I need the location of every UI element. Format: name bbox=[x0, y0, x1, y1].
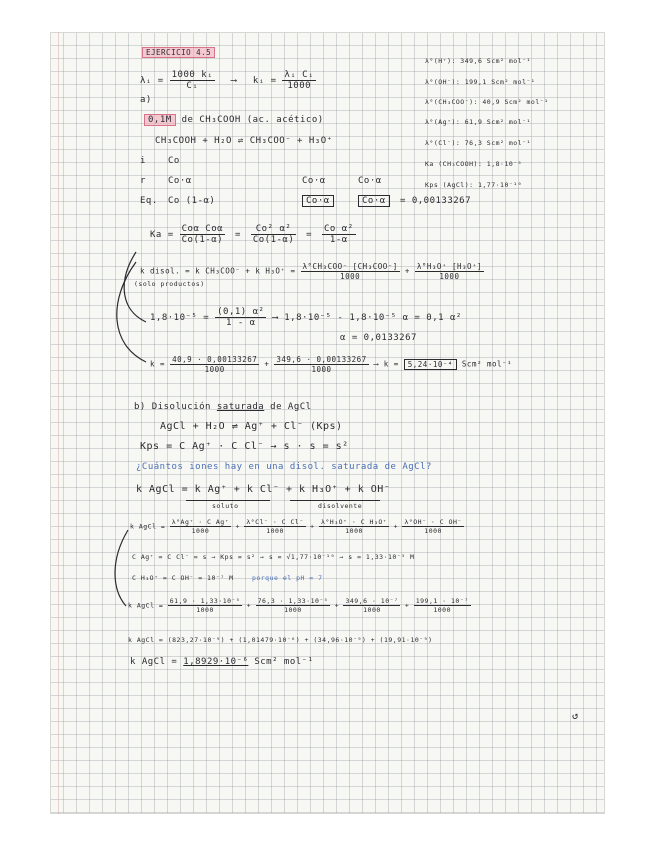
k-disol-fraction-2: $\frac{\text{λ°H₃O⁺ [H₃O⁺]}}{1000}$ bbox=[416, 262, 483, 281]
constant-lambda-oh: λ°(OH⁻): 199,1 Scm² mol⁻¹ bbox=[425, 78, 536, 86]
ice-row-equilibrium-hydronium: Co·α bbox=[358, 196, 390, 206]
ice-row-reacted-acetate: Co·α bbox=[302, 176, 326, 186]
constant-lambda-ag: λ°(Ag⁺): 61,9 Scm² mol⁻¹ bbox=[425, 118, 531, 126]
ka-fraction-1: $\frac{\text{Coα Coα}}{Co(1-\alpha)}$ bbox=[181, 224, 224, 245]
k-disol-expression: k disol. = k CH₃COO⁻ + k H₃O⁺ = $\frac{\text{λ°CH₃COO⁻ [CH₃COO⁻]}}{1000}$ + $\frac{\text{λ°H₃O⁺ [H₃O⁺]}}{1000}$ bbox=[140, 262, 483, 281]
arrow-part-b bbox=[115, 530, 128, 606]
alpha-result: α = 0,0133267 bbox=[340, 333, 417, 343]
arrow-part-a-lower bbox=[117, 262, 146, 362]
exercise-label: EJERCICIO 4.5 bbox=[142, 47, 215, 58]
k-final-value: 5,24·10⁻⁴ bbox=[404, 359, 457, 370]
concentration-line: C Ag⁺ = C Cl⁻ = s → Kps = s² → s = √1,77·10⁻¹⁰ → s = 1,33·10⁻⁵ M bbox=[132, 553, 415, 561]
k-disol-fraction-1: $\frac{\text{λ°CH₃COO⁻ [CH₃COO⁻]}}{1000}$ bbox=[302, 262, 398, 281]
sum-line: k AgCl = (823,27·10⁻⁹) + (1,01479·10⁻⁶) + (34,96·10⁻⁹) + (19,91·10⁻⁹) bbox=[128, 636, 433, 644]
k-disol-lhs: k disol. = k CH₃COO⁻ + k H₃O⁺ = bbox=[140, 266, 296, 276]
constant-ka: Ka (CH₃COOH): 1,8·10⁻⁵ bbox=[425, 160, 523, 168]
part-a-reaction: CH₃COOH + H₂O ⇌ CH₃COO⁻ + H₃O⁺ bbox=[155, 136, 333, 146]
k-final-fraction-1: $\frac{40,9 \cdot 0,00133267}{1000}$ bbox=[172, 355, 258, 374]
k-agcl-term-2: $\frac{\text{λ°Cl⁻ · C Cl⁻}}{1000}$ bbox=[246, 518, 304, 535]
k-agcl-term-4: $\frac{\text{λ°OH⁻ · C OH⁻}}{1000}$ bbox=[404, 518, 462, 535]
part-a-label: a) bbox=[140, 95, 152, 105]
lambda-def-lhs: λᵢ = bbox=[140, 76, 164, 86]
k-agcl-term-1: $\frac{\text{λ°Ag⁺ · C Ag⁺}}{1000}$ bbox=[171, 518, 230, 535]
ice-row-reacted-label: r bbox=[140, 176, 146, 186]
ice-row-reacted-hydronium: Co·α bbox=[358, 176, 382, 186]
k-final-units: Scm² mol⁻¹ bbox=[461, 359, 513, 369]
soluto-label: soluto bbox=[212, 502, 239, 510]
hydronium-line: C H₃O⁺ = C OH⁻ = 10⁻⁷ M porque el pH = 7 bbox=[132, 574, 323, 582]
part-b-title: b) Disolución saturada de AgCl bbox=[134, 402, 312, 412]
page-turn-icon: ↺ bbox=[572, 710, 579, 722]
part-a-concentration-desc: de CH₃COOH (ac. acético) bbox=[181, 115, 324, 125]
kps-line: Kps = C Ag⁺ · C Cl⁻ → s · s = s² bbox=[140, 441, 349, 452]
k-agcl-expression: k AgCl = $\frac{\text{λ°Ag⁺ · C Ag⁺}}{1000}$ + $\frac{\text{λ°Cl⁻ · C Cl⁻}}{1000}$ + $\frac{\text{λ°H₃O⁺ · C H₃O⁺}}{1000}$ + $\frac{\text{λ°OH⁻ · C OH⁻}}{1000}$ bbox=[130, 518, 462, 535]
ice-row-equilibrium-acetate: Co·α bbox=[302, 196, 334, 206]
k-agcl-term-3: $\frac{\text{λ°H₃O⁺ · C H₃O⁺}}{1000}$ bbox=[320, 518, 388, 535]
k-def-lhs: kᵢ = bbox=[252, 76, 277, 86]
ka-solve-line: 1,8·10⁻⁵ = $\frac{\text{(0,1) α²}}{1 - \alpha}$ ⟶ 1,8·10⁻⁵ - 1,8·10⁻⁵ α = 0,1 α² bbox=[150, 307, 462, 328]
k-def-denominator: 1000 bbox=[287, 81, 312, 91]
lambda-def-denominator: Cᵢ bbox=[186, 81, 199, 91]
disolvente-label: disolvente bbox=[318, 502, 363, 510]
substitution-term-1: $\frac{\text{61,9 · 1,33·10⁻⁵}}{1000}$ bbox=[169, 597, 241, 614]
lambda-def-arrow: ⟶ bbox=[230, 76, 237, 86]
k-final-fraction-2: $\frac{349,6 \cdot 0,00133267}{1000}$ bbox=[276, 355, 367, 374]
part-b-label: b) bbox=[134, 402, 146, 412]
constant-lambda-acetate: λ°(CH₃COO⁻): 40,9 Scm² mol⁻¹ bbox=[425, 98, 549, 106]
final-result-value: 1,8929·10⁻⁶ bbox=[183, 657, 249, 667]
question-line: ¿Cuántos iones hay en una disol. saturada de AgCl? bbox=[136, 462, 432, 472]
ka-expression: Ka = $\frac{\text{Coα Coα}}{Co(1-\alpha)}$ = $\frac{\text{Co² α²}}{Co(1-\alpha)}$ = $\frac{\text{Co α²}}{1-\alpha}$ bbox=[150, 224, 354, 245]
k-def-numerator: λᵢ Cᵢ bbox=[284, 70, 315, 80]
k-final-line: k = $\frac{40,9 \cdot 0,00133267}{1000}$ + $\frac{349,6 \cdot 0,00133267}{1000}$ ⟶ k = 5,24·10⁻⁴ Scm² mol⁻¹ bbox=[150, 355, 513, 374]
ice-row-equilibrium-result: = 0,00133267 bbox=[400, 196, 472, 206]
constant-kps: Kps (AgCl): 1,77·10⁻¹⁰ bbox=[425, 181, 523, 189]
final-result-units: Scm² mol⁻¹ bbox=[254, 657, 314, 667]
part-a-concentration: 0,1M bbox=[144, 114, 176, 126]
substitution-term-4: $\frac{\text{199,1 · 10⁻⁷}}{1000}$ bbox=[415, 597, 469, 614]
ice-row-equilibrium-value: Co (1-α) bbox=[168, 196, 216, 206]
ice-row-equilibrium-label: Eq. bbox=[140, 196, 158, 206]
substitution-term-3: $\frac{\text{349,6 · 10⁻⁷}}{1000}$ bbox=[345, 597, 399, 614]
constant-lambda-cl: λ°(Cl⁻): 76,3 Scm² mol⁻¹ bbox=[425, 139, 531, 147]
ka-lhs: Ka = bbox=[150, 230, 174, 240]
constant-lambda-h: λ°(H⁺): 349,6 Scm² mol⁻¹ bbox=[425, 57, 531, 65]
final-result-line: k AgCl = 1,8929·10⁻⁶ Scm² mol⁻¹ bbox=[130, 657, 314, 667]
ice-row-initial-value: Co bbox=[168, 156, 180, 166]
part-b-reaction: AgCl + H₂O ⇌ Ag⁺ + Cl⁻ (Kps) bbox=[160, 421, 343, 432]
substitution-term-2: $\frac{\text{76,3 · 1,33·10⁻⁵}}{1000}$ bbox=[257, 597, 329, 614]
ka-fraction-2: $\frac{\text{Co² α²}}{Co(1-\alpha)}$ bbox=[252, 224, 295, 245]
ka-fraction-3: $\frac{\text{Co α²}}{1-\alpha}$ bbox=[324, 224, 354, 245]
ka-solve-fraction: $\frac{\text{(0,1) α²}}{1 - \alpha}$ bbox=[217, 307, 265, 328]
k-agcl-sum: k AgCl = k Ag⁺ + k Cl⁻ + k H₃O⁺ + k OH⁻ bbox=[136, 484, 391, 495]
k-disol-note: (solo productos) bbox=[134, 280, 205, 288]
ice-row-reacted-value: Co·α bbox=[168, 176, 192, 186]
lambda-def-numerator: 1000 kᵢ bbox=[171, 70, 214, 80]
hydronium-reason: porque el pH = 7 bbox=[251, 574, 323, 582]
substitution-line: k AgCl = $\frac{\text{61,9 · 1,33·10⁻⁵}}{1000}$ + $\frac{\text{76,3 · 1,33·10⁻⁵}}{1000}$ + $\frac{\text{349,6 · 10⁻⁷}}{1000}$ + $\frac{\text{199,1 · 10⁻⁷}}{1000}$ bbox=[128, 597, 469, 614]
ice-row-initial-label: i bbox=[140, 156, 146, 166]
